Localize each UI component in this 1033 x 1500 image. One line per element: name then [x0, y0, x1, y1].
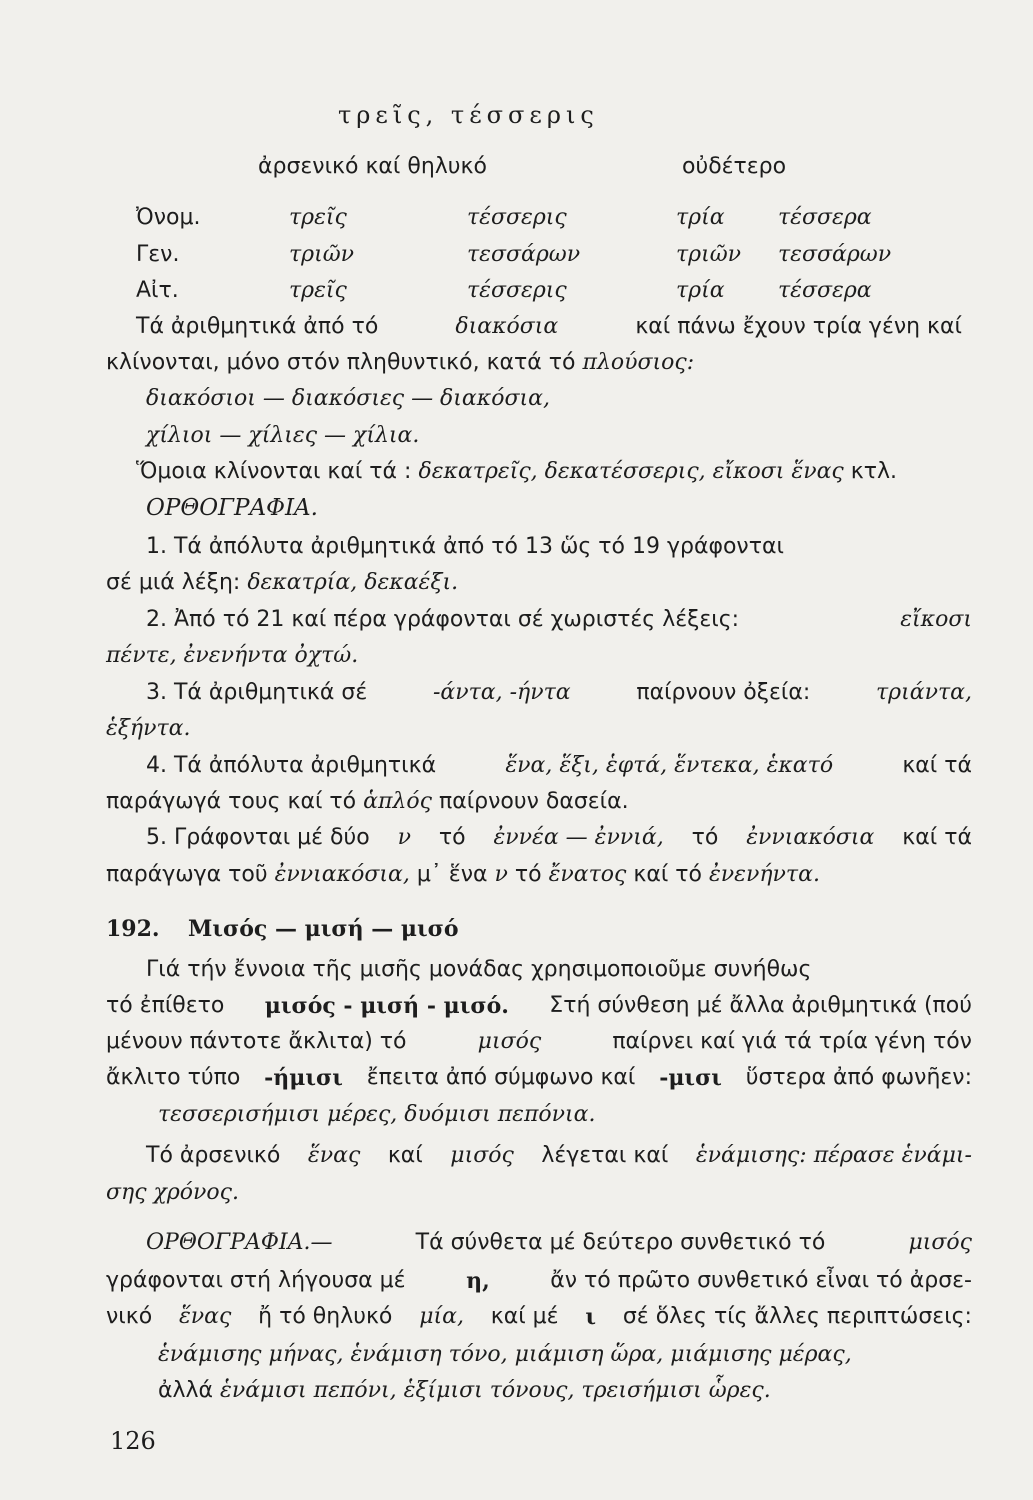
text: μισός	[450, 1143, 514, 1168]
text: καί πάνω ἔχουν τρία γένη καί	[635, 314, 962, 339]
text: νικό	[106, 1304, 153, 1329]
rule-line	[146, 823, 972, 853]
text: κλίνονται, μόνο στόν πληθυντικό, κατά τό	[106, 350, 576, 375]
rule-line	[146, 751, 972, 781]
rule-line: ἑξήντα.	[106, 716, 191, 741]
text: ἐνενήντα.	[709, 862, 820, 887]
text: Στή σύνθεση μέ ἄλλα ἀριθμητικά (πού	[549, 993, 972, 1018]
text: μισός	[908, 1230, 972, 1255]
cell: τρεῖς	[289, 205, 347, 230]
example-line: τεσσερισήμισι μέρες, δυόμισι πεπόνια.	[158, 1102, 596, 1127]
text: -ήμισι	[264, 1065, 343, 1091]
text: παράγωγα τοῦ	[106, 862, 268, 887]
cell: τριῶν	[676, 242, 742, 267]
text: ἤ τό θηλυκό	[258, 1304, 393, 1329]
rule-line: 1. Τά ἀπόλυτα ἀριθμητικά ἀπό τό 13 ὥς τό 19 γράφονται	[146, 534, 784, 559]
text: ἐννιακόσια	[746, 825, 875, 850]
table-title: τρεῖς, τέσσερις	[338, 101, 599, 129]
example-line: ἑνάμισης μήνας, ἑνάμιση τόνο, μιάμιση ὥρα, μιάμισης μέρας,	[158, 1342, 852, 1367]
text: -μισι	[659, 1065, 722, 1091]
text: παράγωγά τους καί τό	[106, 789, 357, 814]
text: μ᾽ ἕνα	[416, 862, 488, 887]
paragraph-line: Γιά τήν ἔννοια τῆς μισῆς μονάδας χρησιμοποιοῦμε συνήθως	[146, 957, 812, 982]
cell: τρία	[676, 278, 725, 303]
paragraph-line	[136, 457, 897, 487]
text: σέ ὅλες τίς ἄλλες περιπτώσεις:	[622, 1304, 972, 1329]
orthography-line	[106, 1266, 972, 1296]
text: τό	[691, 825, 719, 850]
rule-line: πέντε, ἐνενήντα ὀχτώ.	[106, 643, 359, 668]
text: 3. Τά ἀριθμητικά σέ	[146, 680, 368, 705]
text: εἴκοσι	[900, 607, 972, 632]
text: δεκατρία, δεκαέξι.	[247, 570, 459, 595]
text: μισός - μισή - μισό.	[264, 993, 509, 1019]
text: ἁπλός	[363, 789, 432, 814]
paragraph-line	[146, 1141, 972, 1171]
text: διακόσια	[455, 314, 559, 339]
example-line	[158, 1376, 771, 1406]
text: 2. Ἀπό τό 21 καί πέρα γράφονται σέ χωριστές λέξεις:	[146, 607, 740, 632]
text: ἄκλιτο τύπο	[106, 1065, 241, 1090]
column-header-neuter: οὐδέτερο	[682, 154, 787, 179]
text: ἐννέα — ἐννιά,	[493, 825, 664, 850]
text: παίρνουν ὀξεία:	[636, 680, 811, 705]
text: Ὅμοια κλίνονται καί τά :	[136, 459, 412, 484]
orthography-line	[106, 1302, 972, 1332]
orthography-heading: ΟΡΘΟΓΡΑΦΙΑ.—	[146, 1230, 333, 1255]
cell: τεσσάρων	[778, 242, 892, 267]
cell: τριῶν	[289, 242, 355, 267]
text: τό	[514, 862, 542, 887]
text: καί τό	[633, 862, 702, 887]
cell: τέσσερα	[778, 205, 872, 230]
paragraph-line: σης χρόνος.	[106, 1180, 239, 1205]
text: μισός	[477, 1029, 542, 1054]
text: μένουν πάντοτε ἄκλιτα) τό	[106, 1029, 407, 1054]
text: ι	[585, 1304, 597, 1330]
cell: τέσσερις	[467, 278, 567, 303]
cell: τέσσερα	[778, 278, 872, 303]
text: καί τά	[902, 825, 972, 850]
text: μία,	[419, 1304, 464, 1329]
paragraph-line	[106, 1027, 972, 1057]
text: 4. Τά ἀπόλυτα ἀριθμητικά	[146, 753, 437, 778]
text: παίρνει καί γιά τά τρία γένη τόν	[612, 1029, 972, 1054]
text: δεκατρεῖς, δεκατέσσερις, εἴκοσι ἕνας	[418, 459, 844, 484]
cell: τέσσερις	[467, 205, 567, 230]
text: ν	[397, 825, 411, 850]
paragraph-line	[106, 348, 694, 378]
text: ἑνάμισι πεπόνι, ἑξίμισι τόνους, τρεισήμισι ὧρες.	[220, 1378, 771, 1403]
text: ἐννιακόσια,	[274, 862, 410, 887]
text: τριάντα,	[875, 680, 972, 705]
text: ἔπειτα ἀπό σύμφωνο καί	[366, 1065, 636, 1090]
text: ἕνας	[178, 1304, 232, 1329]
case-label: Ὀνομ.	[136, 205, 201, 230]
text: ἕνα, ἕξι, ἑφτά, ἕντεκα, ἑκατό	[505, 753, 834, 778]
example-line: διακόσιοι — διακόσιες — διακόσια,	[146, 386, 550, 411]
paragraph-line	[136, 312, 962, 342]
rule-line	[146, 605, 972, 635]
text: η,	[466, 1268, 490, 1294]
column-header-masc-fem: ἀρσενικό καί θηλυκό	[258, 154, 487, 179]
orthography-heading: ΟΡΘΟΓΡΑΦΙΑ.	[146, 495, 318, 521]
rule-line	[146, 678, 972, 708]
text: τό	[438, 825, 466, 850]
section-number: 192.	[106, 916, 160, 942]
text: Τά ἀριθμητικά ἀπό τό	[136, 314, 379, 339]
cell: τρεῖς	[289, 278, 347, 303]
text: 5. Γράφονται μέ δύο	[146, 825, 370, 850]
cell: τεσσάρων	[467, 242, 581, 267]
case-label: Γεν.	[136, 242, 180, 267]
text: τό ἐπίθετο	[106, 993, 225, 1018]
text: Τά σύνθετα μέ δεύτερο συνθετικό τό	[415, 1230, 826, 1255]
rule-line	[106, 860, 820, 890]
text: ἄν τό πρῶτο συνθετικό εἶναι τό ἀρσε-	[550, 1268, 972, 1293]
paragraph-line	[106, 1063, 972, 1093]
paragraph-line	[106, 991, 972, 1021]
orthography-line	[146, 1228, 972, 1258]
rule-line	[106, 568, 458, 598]
text: ἕνας	[307, 1143, 361, 1168]
page-number: 126	[110, 1427, 156, 1455]
text: Τό ἀρσενικό	[146, 1143, 281, 1168]
text: ὕστερα ἀπό φωνῆεν:	[745, 1065, 972, 1090]
text: ἑνάμισης: πέρασε ἑνάμι-	[695, 1143, 972, 1168]
text: ἀλλά	[158, 1378, 214, 1403]
text: -άντα, -ήντα	[432, 680, 571, 705]
text: καί τά	[902, 753, 972, 778]
text: κτλ.	[850, 459, 897, 484]
section-title: Μισός — μισή — μισό	[188, 916, 459, 942]
cell: τρία	[676, 205, 725, 230]
case-label: Αἰτ.	[136, 278, 179, 303]
text: γράφονται στή λήγουσα μέ	[106, 1268, 406, 1293]
text: πλούσιος:	[582, 350, 695, 375]
text: ἔνατος	[548, 862, 627, 887]
text: παίρνουν δασεία.	[438, 789, 629, 814]
text: σέ μιά λέξη:	[106, 570, 241, 595]
text: λέγεται καί	[541, 1143, 669, 1168]
text: ν	[494, 862, 508, 887]
rule-line	[106, 787, 629, 817]
text: καί μέ	[490, 1304, 559, 1329]
example-line: χίλιοι — χίλιες — χίλια.	[146, 423, 420, 448]
text: καί	[387, 1143, 423, 1168]
